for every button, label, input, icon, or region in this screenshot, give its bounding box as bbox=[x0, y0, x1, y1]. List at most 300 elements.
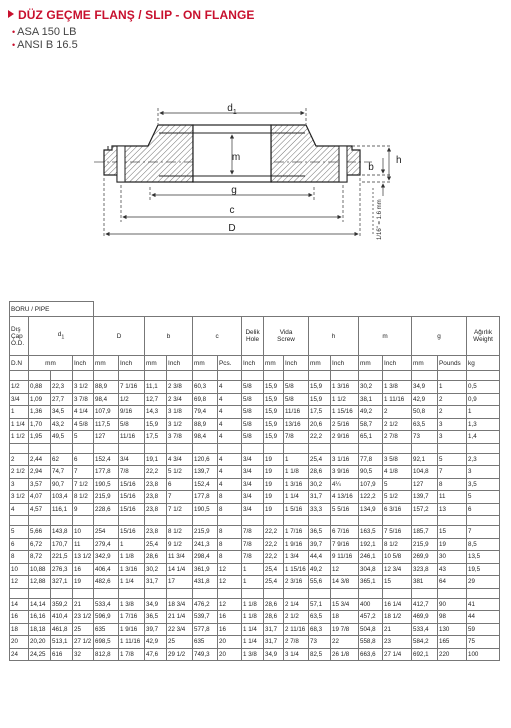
table-cell: 8 1/2 bbox=[383, 538, 412, 551]
spacer-cell bbox=[193, 443, 218, 453]
table-cell: 1/2 bbox=[119, 393, 145, 406]
table-cell: 4 bbox=[218, 406, 242, 419]
table-cell: 31,7 bbox=[145, 576, 167, 589]
table-cell: 7 1/2 bbox=[73, 478, 94, 491]
spacer-cell bbox=[359, 588, 383, 598]
table-cell: 2 bbox=[438, 406, 467, 419]
table-cell: 1 1/4 bbox=[284, 491, 309, 504]
table-cell: 22 3/4 bbox=[167, 623, 193, 636]
table-cell: 12 bbox=[218, 563, 242, 576]
table-cell: 107,9 bbox=[94, 406, 119, 419]
table-cell: 4 bbox=[218, 393, 242, 406]
table-cell: 533,4 bbox=[94, 598, 119, 611]
table-cell: 10,88 bbox=[29, 563, 51, 576]
unit-cell: Inch bbox=[331, 356, 359, 371]
d1-header-sub: 1 bbox=[61, 334, 65, 341]
table-cell: 12 bbox=[10, 576, 29, 589]
table-cell: 25,4 bbox=[264, 576, 284, 589]
table-cell: 107,9 bbox=[359, 478, 383, 491]
table-cell: 2 bbox=[383, 406, 412, 419]
table-cell: 3 1/16 bbox=[331, 453, 359, 466]
spacer-cell bbox=[412, 588, 438, 598]
group-spacer bbox=[10, 516, 500, 526]
table-cell: 14,3 bbox=[145, 406, 167, 419]
unit-cell: Pcs. bbox=[218, 356, 242, 371]
table-cell: 410,4 bbox=[51, 611, 73, 624]
table-cell: 8 1/2 bbox=[167, 526, 193, 539]
table-cell: 1 15/16 bbox=[284, 563, 309, 576]
table-cell: 1 3/8 bbox=[119, 598, 145, 611]
spacer-cell bbox=[383, 516, 412, 526]
weight-header bbox=[467, 317, 500, 356]
table-cell: 25 bbox=[167, 636, 193, 649]
table-cell: 2 7/8 bbox=[284, 636, 309, 649]
table-cell: 17,5 bbox=[309, 406, 331, 419]
table-cell: 6 bbox=[467, 503, 500, 516]
table-cell: 20 bbox=[10, 636, 29, 649]
table-cell: 62 bbox=[51, 453, 73, 466]
table-cell: 143,8 bbox=[51, 526, 73, 539]
group-spacer bbox=[10, 371, 500, 381]
table-cell: 276,3 bbox=[51, 563, 73, 576]
table-cell: 98,4 bbox=[193, 431, 218, 444]
table-cell: 152,4 bbox=[94, 453, 119, 466]
spacer-cell bbox=[119, 371, 145, 381]
pipe-header: BORU / PIPE bbox=[10, 302, 94, 317]
spacer-cell bbox=[29, 371, 51, 381]
table-row bbox=[10, 623, 500, 636]
header-blank bbox=[94, 302, 500, 317]
table-cell: 220 bbox=[438, 648, 467, 661]
table-cell: 8 bbox=[10, 551, 29, 564]
table-cell: 90,7 bbox=[51, 478, 73, 491]
table-cell: 88,9 bbox=[94, 381, 119, 394]
table-cell: 5/8 bbox=[242, 418, 264, 431]
table-cell: 73 bbox=[412, 431, 438, 444]
table-row bbox=[10, 393, 500, 406]
table-cell: 139,7 bbox=[193, 466, 218, 479]
table-cell: 749,3 bbox=[193, 648, 218, 661]
spacer-cell bbox=[193, 371, 218, 381]
table-cell: 34,9 bbox=[145, 598, 167, 611]
table-cell: 1 3/16 bbox=[119, 563, 145, 576]
unit-cell: mm bbox=[412, 356, 438, 371]
table-cell: 27 1/4 bbox=[383, 648, 412, 661]
od-header bbox=[10, 317, 29, 356]
spacer-cell bbox=[29, 516, 51, 526]
table-cell: 1 1/4 bbox=[242, 636, 264, 649]
table-cell: 116,1 bbox=[51, 503, 73, 516]
table-cell: 1 9/16 bbox=[284, 538, 309, 551]
table-cell: 20 bbox=[218, 636, 242, 649]
table-cell: 31,7 bbox=[264, 623, 284, 636]
table-cell: 5 bbox=[438, 453, 467, 466]
label-d1-sub: 1 bbox=[232, 109, 237, 116]
table-cell: 23,8 bbox=[145, 478, 167, 491]
table-cell: 1 1/2 bbox=[331, 393, 359, 406]
table-cell: 8,72 bbox=[29, 551, 51, 564]
unit-cell: mm bbox=[145, 356, 167, 371]
d1-header-text: d bbox=[57, 331, 62, 339]
table-cell: 431,8 bbox=[193, 576, 218, 589]
unit-cell: D.N bbox=[10, 356, 29, 371]
spacer-cell bbox=[218, 588, 242, 598]
table-cell: 6 bbox=[10, 538, 29, 551]
table-cell: 8 bbox=[218, 551, 242, 564]
table-cell: 4 bbox=[218, 478, 242, 491]
table-cell: 2 1/2 bbox=[284, 611, 309, 624]
table-cell: 361,9 bbox=[193, 563, 218, 576]
table-cell: 461,8 bbox=[51, 623, 73, 636]
table-cell: 19 bbox=[264, 491, 284, 504]
table-cell: 1 11/16 bbox=[383, 393, 412, 406]
table-row bbox=[10, 503, 500, 516]
table-cell: 90 bbox=[438, 598, 467, 611]
table-cell: 33,3 bbox=[309, 503, 331, 516]
table-cell: 1,70 bbox=[29, 418, 51, 431]
table-cell: 482,6 bbox=[94, 576, 119, 589]
table-cell: 98 bbox=[438, 611, 467, 624]
spacer-cell bbox=[309, 588, 331, 598]
table-cell: 635 bbox=[94, 623, 119, 636]
table-row bbox=[10, 466, 500, 479]
table-cell: 75 bbox=[467, 636, 500, 649]
table-cell: 177,8 bbox=[94, 466, 119, 479]
table-cell: 13/16 bbox=[284, 418, 309, 431]
table-cell: 2 3/16 bbox=[284, 576, 309, 589]
unit-cell: Inch bbox=[284, 356, 309, 371]
table-cell: 269,9 bbox=[412, 551, 438, 564]
table-cell: 31,7 bbox=[309, 491, 331, 504]
table-cell: 19,1 bbox=[145, 453, 167, 466]
table-cell: 0,88 bbox=[29, 381, 51, 394]
table-cell: 7 1/2 bbox=[167, 503, 193, 516]
table-row bbox=[10, 538, 500, 551]
table-cell: 3 1/4 bbox=[284, 648, 309, 661]
table-cell: 2,94 bbox=[29, 466, 51, 479]
table-cell: 616 bbox=[51, 648, 73, 661]
screw-header-l1: Vida bbox=[279, 329, 293, 336]
table-cell: 596,9 bbox=[94, 611, 119, 624]
spacer-cell bbox=[242, 371, 264, 381]
table-cell: 228,6 bbox=[94, 503, 119, 516]
table-cell: 28,6 bbox=[309, 466, 331, 479]
g-header: g bbox=[412, 317, 467, 356]
table-cell: 5/8 bbox=[284, 381, 309, 394]
table-cell: 5/8 bbox=[119, 418, 145, 431]
table-cell: 246,1 bbox=[359, 551, 383, 564]
table-cell: 98,4 bbox=[94, 393, 119, 406]
spacer-cell bbox=[145, 516, 167, 526]
table-cell: 7 bbox=[467, 526, 500, 539]
table-cell: 43 bbox=[438, 563, 467, 576]
table-cell: 3/4 bbox=[10, 393, 29, 406]
table-cell: 7 bbox=[167, 491, 193, 504]
table-cell: 3 1/8 bbox=[167, 406, 193, 419]
table-cell: 13,5 bbox=[467, 551, 500, 564]
table-cell: 215,9 bbox=[94, 491, 119, 504]
table-cell: 6 bbox=[73, 453, 94, 466]
spacer-cell bbox=[94, 443, 119, 453]
table-cell: 513,1 bbox=[51, 636, 73, 649]
label-d1-text: d bbox=[227, 103, 233, 114]
unit-note: 1/16" = 1.6 mm bbox=[377, 199, 383, 240]
table-cell: 698,5 bbox=[94, 636, 119, 649]
table-cell: 2 1/2 bbox=[10, 466, 29, 479]
table-cell: 28,6 bbox=[264, 598, 284, 611]
table-cell: 104,8 bbox=[412, 466, 438, 479]
table-cell: 2,3 bbox=[467, 453, 500, 466]
table-cell: 3 7/8 bbox=[167, 431, 193, 444]
table-cell: 2 5/16 bbox=[331, 418, 359, 431]
group-spacer bbox=[10, 443, 500, 453]
label-b: b bbox=[368, 162, 374, 173]
unit-cell: mm bbox=[94, 356, 119, 371]
table-cell: 8,5 bbox=[467, 538, 500, 551]
spacer-cell bbox=[412, 516, 438, 526]
table-cell: 3 bbox=[438, 431, 467, 444]
table-cell: 39,7 bbox=[145, 623, 167, 636]
table-cell: 3 1/2 bbox=[167, 418, 193, 431]
D-header: D bbox=[94, 317, 145, 356]
table-cell: 13 bbox=[438, 503, 467, 516]
table-cell: 28,6 bbox=[145, 551, 167, 564]
table-cell: 6 bbox=[167, 478, 193, 491]
table-cell: 49,2 bbox=[359, 406, 383, 419]
standard-label: ASA 150 LB bbox=[17, 26, 77, 38]
table-cell: 15,9 bbox=[264, 393, 284, 406]
table-cell: 1 1/8 bbox=[242, 611, 264, 624]
table-cell: 30,2 bbox=[309, 478, 331, 491]
table-cell: 457,2 bbox=[359, 611, 383, 624]
table-row bbox=[10, 648, 500, 661]
table-cell: 28,6 bbox=[264, 611, 284, 624]
table-cell: 11 3/4 bbox=[167, 551, 193, 564]
table-cell: 60,3 bbox=[193, 381, 218, 394]
table-cell: 15 bbox=[438, 526, 467, 539]
table-cell: 323,8 bbox=[412, 563, 438, 576]
table-cell: 190,5 bbox=[193, 503, 218, 516]
label-c: c bbox=[229, 205, 235, 216]
table-cell: 21 1/4 bbox=[167, 611, 193, 624]
table-cell: 2 9/16 bbox=[331, 431, 359, 444]
table-row bbox=[10, 576, 500, 589]
table-cell: 1 3/8 bbox=[242, 648, 264, 661]
table-cell: 49,2 bbox=[309, 563, 331, 576]
table-cell: 130 bbox=[438, 623, 467, 636]
table-cell: 20,6 bbox=[309, 418, 331, 431]
table-cell: 12,88 bbox=[29, 576, 51, 589]
table-cell: 304,8 bbox=[359, 563, 383, 576]
unit-cell: mm bbox=[359, 356, 383, 371]
spacer-cell bbox=[383, 371, 412, 381]
table-cell: 1 bbox=[438, 381, 467, 394]
table-cell: 1 1/8 bbox=[119, 551, 145, 564]
table-cell: 241,3 bbox=[193, 538, 218, 551]
table-cell: 11 bbox=[73, 538, 94, 551]
table-cell: 4¼ bbox=[331, 478, 359, 491]
spacer-cell bbox=[467, 443, 500, 453]
table-cell: 8 bbox=[438, 478, 467, 491]
table-cell: 1 1/8 bbox=[242, 598, 264, 611]
table-row bbox=[10, 563, 500, 576]
table-cell: 163,5 bbox=[359, 526, 383, 539]
table-cell: 558,8 bbox=[359, 636, 383, 649]
table-cell: 1 7/16 bbox=[119, 611, 145, 624]
table-cell: 92,1 bbox=[412, 453, 438, 466]
table-cell: 1 7/16 bbox=[284, 526, 309, 539]
table-cell: 5/8 bbox=[242, 431, 264, 444]
spacer-cell bbox=[331, 516, 359, 526]
table-cell: 100 bbox=[467, 648, 500, 661]
table-cell: 139,7 bbox=[412, 491, 438, 504]
flange-spec-table bbox=[9, 301, 500, 661]
table-cell: 6 3/16 bbox=[383, 503, 412, 516]
table-cell: 18 1/2 bbox=[383, 611, 412, 624]
table-cell: 18 bbox=[10, 623, 29, 636]
table-cell: 55,6 bbox=[309, 576, 331, 589]
spacer-cell bbox=[218, 516, 242, 526]
unit-cell: Inch bbox=[242, 356, 264, 371]
table-cell: 127 bbox=[412, 478, 438, 491]
table-cell: 1 1/4 bbox=[10, 418, 29, 431]
table-cell: 103,4 bbox=[51, 491, 73, 504]
table-cell: 12 bbox=[331, 563, 359, 576]
table-cell: 25 bbox=[73, 623, 94, 636]
table-cell: 3 bbox=[10, 478, 29, 491]
spacer-cell bbox=[264, 516, 284, 526]
table-cell: 5 5/16 bbox=[331, 503, 359, 516]
table-cell: 3/4 bbox=[242, 453, 264, 466]
weight-header-l1: Ağırlık bbox=[473, 329, 493, 336]
table-cell: 7 9/16 bbox=[331, 538, 359, 551]
table-cell: 73 bbox=[309, 636, 331, 649]
table-cell: 12 3/4 bbox=[383, 563, 412, 576]
screw-header-l2: Screw bbox=[277, 336, 295, 343]
table-cell: 539,7 bbox=[193, 611, 218, 624]
table-cell: 14 bbox=[10, 598, 29, 611]
table-cell: 327,1 bbox=[51, 576, 73, 589]
table-cell: 44 bbox=[467, 611, 500, 624]
spacer-cell bbox=[145, 371, 167, 381]
table-cell: 21 bbox=[383, 623, 412, 636]
table-cell: 3/4 bbox=[242, 491, 264, 504]
spacer-cell bbox=[284, 588, 309, 598]
table-cell: 359,2 bbox=[51, 598, 73, 611]
od-header-l1: Dış bbox=[11, 325, 21, 333]
table-cell: 34,9 bbox=[264, 648, 284, 661]
table-cell: 25,4 bbox=[145, 538, 167, 551]
spacer-cell bbox=[264, 588, 284, 598]
spacer-cell bbox=[167, 588, 193, 598]
table-cell: 43,2 bbox=[51, 418, 73, 431]
table-cell: 4 bbox=[218, 381, 242, 394]
spacer-cell bbox=[10, 588, 29, 598]
table-cell: 39,7 bbox=[309, 538, 331, 551]
spacer-cell bbox=[119, 588, 145, 598]
table-cell: 14 1/4 bbox=[167, 563, 193, 576]
table-cell: 3 7/8 bbox=[73, 393, 94, 406]
spacer-cell bbox=[242, 443, 264, 453]
table-cell: 3/4 bbox=[242, 466, 264, 479]
spacer-cell bbox=[73, 516, 94, 526]
table-cell: 14 3/8 bbox=[331, 576, 359, 589]
table-cell: 1/2 bbox=[10, 381, 29, 394]
spacer-cell bbox=[264, 371, 284, 381]
unit-cell: Inch bbox=[73, 356, 94, 371]
table-cell: 170,7 bbox=[51, 538, 73, 551]
spacer-cell bbox=[383, 588, 412, 598]
table-cell: 342,9 bbox=[94, 551, 119, 564]
table-cell: 2,44 bbox=[29, 453, 51, 466]
od-header-l3: O.D. bbox=[11, 339, 25, 347]
spacer-cell bbox=[331, 443, 359, 453]
table-cell: 82,5 bbox=[309, 648, 331, 661]
spacer-cell bbox=[193, 516, 218, 526]
table-cell: 7/8 bbox=[242, 526, 264, 539]
table-cell: 3 bbox=[438, 418, 467, 431]
table-cell: 17,5 bbox=[145, 431, 167, 444]
table-cell: 24 bbox=[10, 648, 29, 661]
table-cell: 1 9/16 bbox=[119, 623, 145, 636]
table-cell: 122,2 bbox=[359, 491, 383, 504]
table-cell: 12 bbox=[218, 598, 242, 611]
table-cell: 5 bbox=[73, 431, 94, 444]
table-row bbox=[10, 431, 500, 444]
table-cell: 5/8 bbox=[242, 381, 264, 394]
table-cell: 27 1/2 bbox=[73, 636, 94, 649]
table-cell: 1 bbox=[284, 453, 309, 466]
table-cell: 4 1/8 bbox=[383, 466, 412, 479]
table-cell: 3/4 bbox=[119, 453, 145, 466]
table-cell: 127 bbox=[94, 431, 119, 444]
table-row bbox=[10, 406, 500, 419]
table-cell: 1,36 bbox=[29, 406, 51, 419]
table-cell: 584,2 bbox=[412, 636, 438, 649]
table-cell: 9 11/16 bbox=[331, 551, 359, 564]
table-cell: 5/8 bbox=[242, 393, 264, 406]
table-cell: 3,57 bbox=[29, 478, 51, 491]
table-cell: 3,5 bbox=[467, 478, 500, 491]
table-cell: 2 bbox=[438, 393, 467, 406]
table-cell: 117,5 bbox=[94, 418, 119, 431]
label-g: g bbox=[231, 185, 237, 196]
table-cell: 16,16 bbox=[29, 611, 51, 624]
table-cell: 15/16 bbox=[119, 526, 145, 539]
table-cell: 15,9 bbox=[264, 418, 284, 431]
table-row bbox=[10, 551, 500, 564]
unit-cell: mm bbox=[29, 356, 73, 371]
table-row bbox=[10, 598, 500, 611]
table-cell: 18 bbox=[331, 611, 359, 624]
spacer-cell bbox=[29, 443, 51, 453]
table-cell: 7 5/16 bbox=[383, 526, 412, 539]
table-cell: 65,1 bbox=[359, 431, 383, 444]
unit-cell: kg bbox=[467, 356, 500, 371]
table-cell: 165 bbox=[438, 636, 467, 649]
table-cell: 47,6 bbox=[145, 648, 167, 661]
group-spacer bbox=[10, 588, 500, 598]
table-cell: 11/16 bbox=[284, 406, 309, 419]
table-cell: 8 bbox=[218, 491, 242, 504]
h-header: h bbox=[309, 317, 359, 356]
spacer-cell bbox=[438, 516, 467, 526]
table-cell: 41 bbox=[467, 598, 500, 611]
table-cell: 2 1/2 bbox=[383, 418, 412, 431]
table-cell: 15,9 bbox=[309, 393, 331, 406]
table-row bbox=[10, 611, 500, 624]
table-cell: 533,4 bbox=[412, 623, 438, 636]
